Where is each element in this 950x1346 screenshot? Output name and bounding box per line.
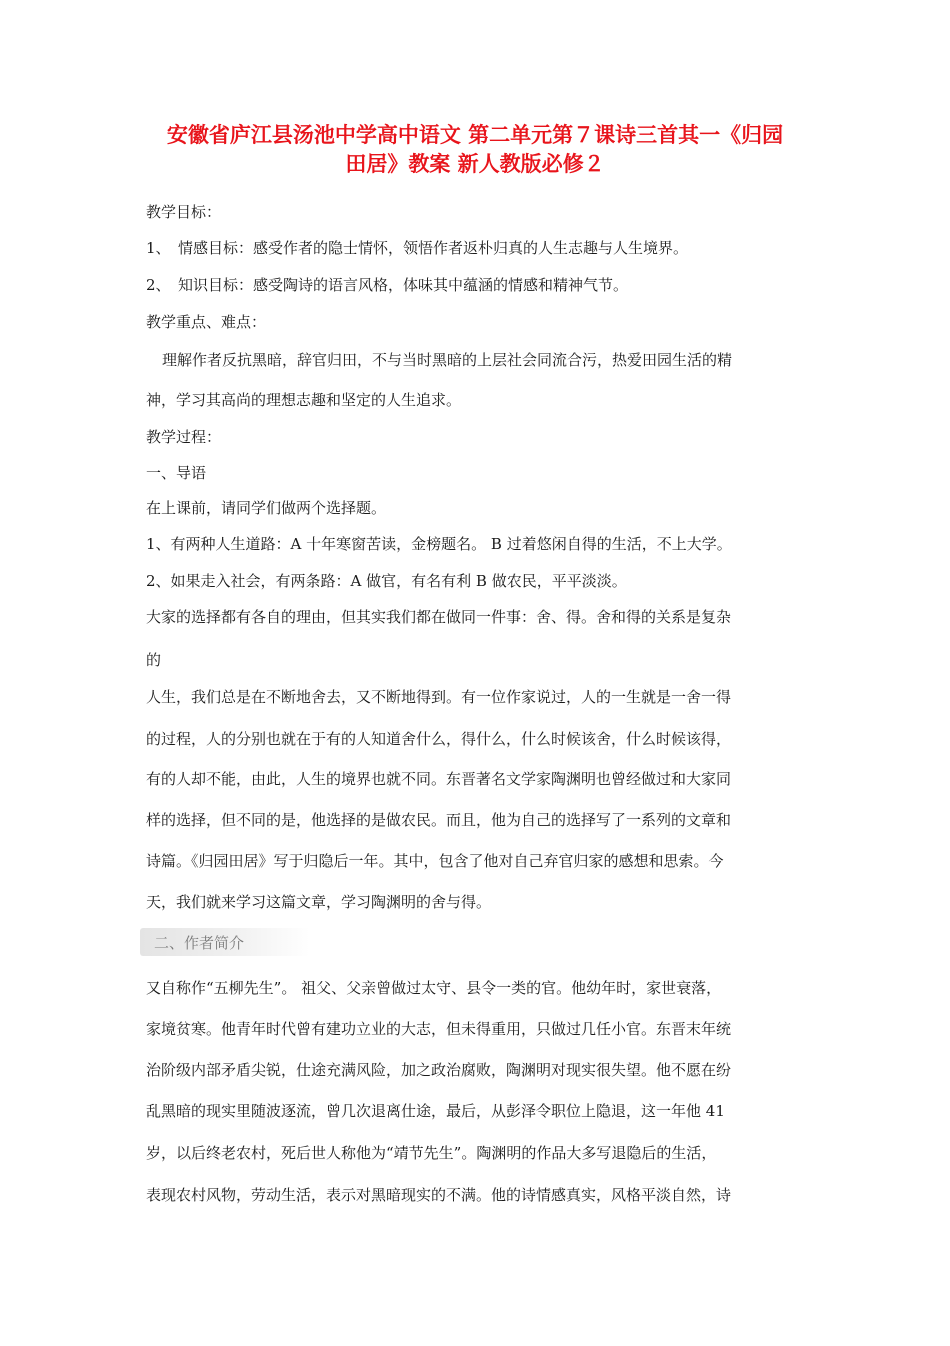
author-paragraph-line-5: 岁，以后终老农村，死后世人称他为“靖节先生”。陶渊明的作品大多写退隐后的生活， (146, 1144, 717, 1162)
paragraph-life-line-1: 人生，我们总是在不断地舍去，又不断地得到。有一位作家说过，人的一生就是一舍一得 (146, 688, 732, 706)
question-1: 1、有两种人生道路：A 十年寒窗苦读，金榜题名。 B 过着悠闲自得的生活，不上大学。 (146, 535, 732, 553)
heading-teaching-goals: 教学目标： (146, 203, 222, 221)
paragraph-life-line-2: 的过程，人的分别也就在于有的人知道舍什么，得什么，什么时候该舍，什么时候该得， (146, 730, 732, 748)
section-heading-intro: 一、导语 (146, 464, 207, 482)
key-points-paragraph-line-2: 神，学习其高尚的理想志趣和坚定的人生追求。 (146, 391, 462, 409)
heading-teaching-process: 教学过程： (146, 428, 222, 446)
author-paragraph-line-2: 家境贫寒。他青年时代曾有建功立业的大志，但未得重用，只做过几任小官。东晋末年统 (146, 1020, 732, 1038)
paragraph-choice-line-2: 的 (146, 651, 162, 669)
section-heading-author-intro-text: 二、作者简介 (154, 934, 245, 952)
intro-line: 在上课前，请同学们做两个选择题。 (146, 499, 387, 517)
key-points-paragraph-line-1: 理解作者反抗黑暗，辞官归田，不与当时黑暗的上层社会同流合污，热爱田园生活的精 (162, 351, 733, 369)
goal-knowledge: 2、 知识目标：感受陶诗的语言风格，体味其中蕴涵的情感和精神气节。 (146, 276, 629, 294)
title-line-2: 田居》教案 新人教版必修２ (345, 151, 605, 176)
paragraph-choice-line-1: 大家的选择都有各自的理由，但其实我们都在做同一件事：舍、得。舍和得的关系是复杂 (146, 608, 732, 626)
paragraph-life-line-4: 样的选择，但不同的是，他选择的是做农民。而且，他为自己的选择写了一系列的文章和 (146, 811, 732, 829)
author-paragraph-line-6: 表现农村风物，劳动生活，表示对黑暗现实的不满。他的诗情感真实，风格平淡自然，诗 (146, 1186, 732, 1204)
paragraph-life-line-5: 诗篇。《归园田居》写于归隐后一年。其中，包含了他对自己弃官归家的感想和思索。今 (146, 852, 724, 870)
question-2: 2、如果走入社会，有两条路：A 做官，有名有利 B 做农民，平平淡淡。 (146, 572, 627, 590)
title-line-1: 安徽省庐江县汤池中学高中语文 第二单元第７课诗三首其一《归园 (166, 122, 784, 147)
author-paragraph-line-3: 治阶级内部矛盾尖锐，仕途充满风险，加之政治腐败，陶渊明对现实很失望。他不愿在纷 (146, 1061, 732, 1079)
heading-key-points: 教学重点、难点： (146, 313, 267, 331)
goal-emotion: 1、 情感目标：感受作者的隐士情怀，领悟作者返朴归真的人生志趣与人生境界。 (146, 239, 689, 257)
paragraph-life-line-6: 天，我们就来学习这篇文章，学习陶渊明的舍与得。 (146, 893, 492, 911)
section-heading-author-intro (140, 928, 310, 956)
paragraph-life-line-3: 有的人却不能，由此，人生的境界也就不同。东晋著名文学家陶渊明也曾经做过和大家同 (146, 770, 732, 788)
document-title (120, 120, 830, 178)
author-paragraph-line-1: 又自称作“五柳先生”。 祖父、父亲曾做过太守、县令一类的官。他幼年时，家世衰落， (146, 979, 722, 997)
author-paragraph-line-4: 乱黑暗的现实里随波逐流，曾几次退离仕途，最后，从彭泽令职位上隐退，这一年他 41 (146, 1102, 725, 1120)
